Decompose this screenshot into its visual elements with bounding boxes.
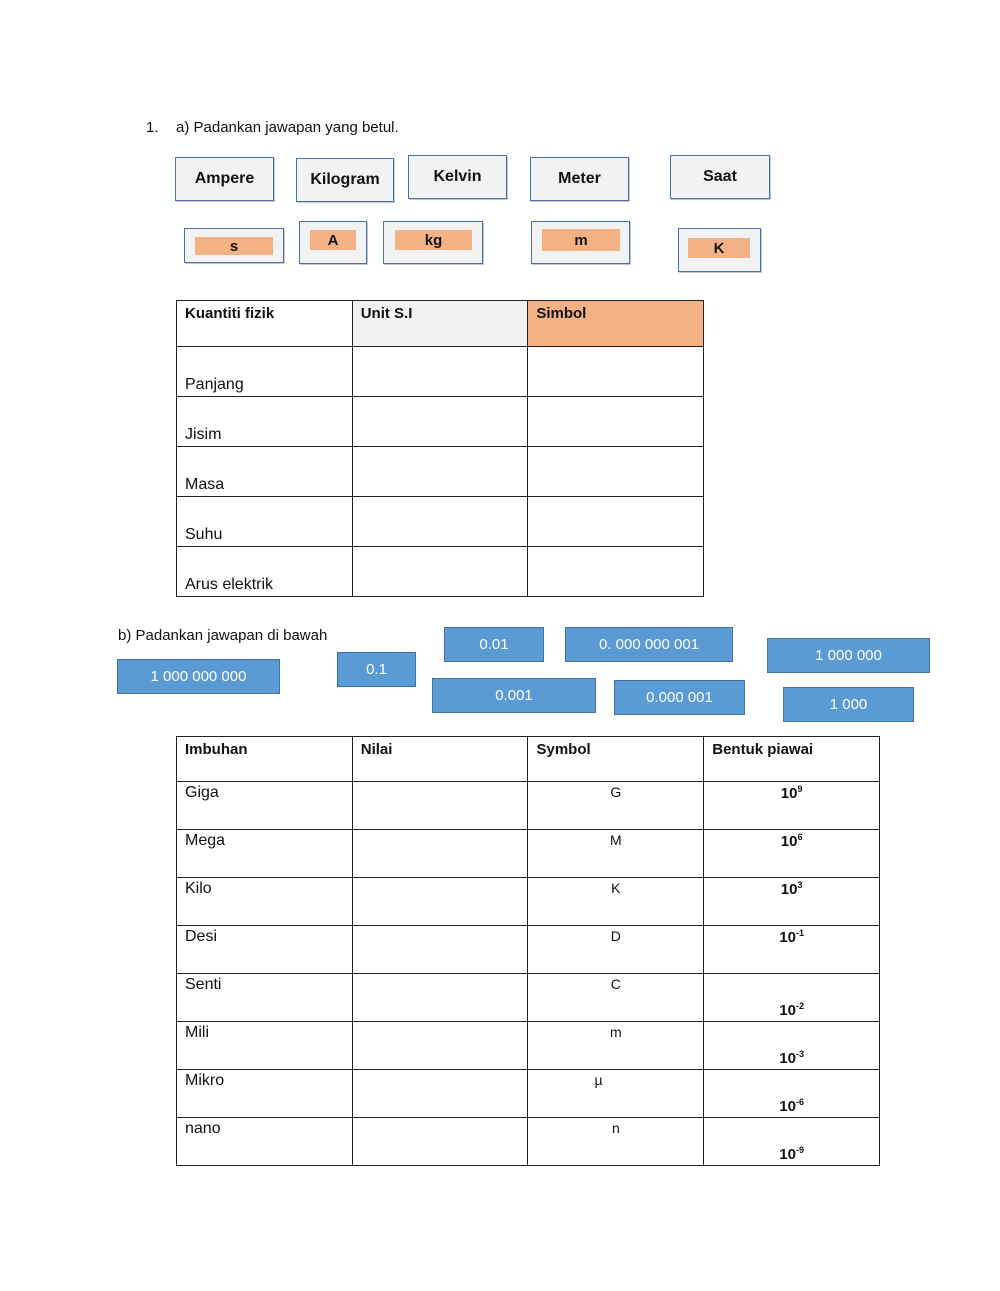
table-row [177,926,880,974]
power-base: 10 [779,1098,796,1115]
header-symbol: Symbol [528,737,704,782]
quantity-cell: Suhu [177,497,353,547]
symbol-card-a[interactable] [299,221,367,264]
prefix-table [176,736,880,1166]
standard-form-cell [704,1070,880,1118]
quantity-cell: Arus elektrik [177,547,353,597]
power-base: 10 [779,1050,796,1067]
value-drop-zone[interactable] [352,830,528,878]
quantity-cell: Panjang [177,347,353,397]
unit-card-kilogram[interactable]: Kilogram [296,158,394,202]
symbol-drop-zone[interactable] [528,347,704,397]
power-exponent: -1 [795,928,804,938]
quantity-cell: Masa [177,447,353,497]
value-card[interactable]: 0. 000 000 001 [565,627,733,662]
symbol-card-s[interactable] [184,228,284,263]
value-drop-zone[interactable] [352,1022,528,1070]
standard-form-cell [704,830,880,878]
standard-form-cell [704,782,880,830]
power-exponent: 6 [797,832,803,842]
prefix-cell: Mili [177,1022,353,1070]
table-row [177,447,704,497]
si-unit-table [176,300,704,597]
unit-drop-zone[interactable] [352,547,528,597]
symbol-cell: m [528,1022,704,1070]
symbol-card-label: K [688,238,750,258]
value-drop-zone[interactable] [352,926,528,974]
section-a-instruction: a) Padankan jawapan yang betul. [176,119,399,136]
standard-form-cell [704,878,880,926]
symbol-card-kg[interactable] [383,221,483,264]
power-base: 10 [779,1002,796,1019]
power-base: 10 [780,833,798,850]
table-header-row [177,737,880,782]
unit-card-kelvin[interactable]: Kelvin [408,155,507,199]
symbol-drop-zone[interactable] [528,497,704,547]
standard-form-cell [704,1118,880,1166]
standard-form-cell [704,1022,880,1070]
symbol-cell: G [528,782,704,830]
header-bentuk-piawai: Bentuk piawai [704,737,880,782]
symbol-cell: D [528,926,704,974]
table-row [177,830,880,878]
section-b-instruction: b) Padankan jawapan di bawah [118,627,328,644]
prefix-cell: Mikro [177,1070,353,1118]
value-drop-zone[interactable] [352,1070,528,1118]
table-row [177,974,880,1022]
symbol-card-k[interactable] [678,228,761,272]
symbol-card-label: s [195,237,273,255]
prefix-cell: Kilo [177,878,353,926]
prefix-cell: nano [177,1118,353,1166]
value-drop-zone[interactable] [352,1118,528,1166]
unit-drop-zone[interactable] [352,497,528,547]
power-exponent: 9 [797,784,803,794]
symbol-cell: µ [528,1070,704,1118]
header-nilai: Nilai [352,737,528,782]
table-row [177,1022,880,1070]
value-drop-zone[interactable] [352,974,528,1022]
table-header-row [177,301,704,347]
value-card[interactable]: 0.01 [444,627,544,662]
symbol-card-label: A [310,230,356,250]
symbol-card-label: kg [395,230,472,250]
quantity-cell: Jisim [177,397,353,447]
table-row [177,347,704,397]
symbol-drop-zone[interactable] [528,397,704,447]
value-drop-zone[interactable] [352,878,528,926]
symbol-cell: C [528,974,704,1022]
unit-card-ampere[interactable]: Ampere [175,157,274,201]
unit-drop-zone[interactable] [352,347,528,397]
question-number: 1. [146,119,159,136]
prefix-cell: Mega [177,830,353,878]
table-row [177,782,880,830]
standard-form-cell [704,926,880,974]
prefix-cell: Giga [177,782,353,830]
symbol-drop-zone[interactable] [528,547,704,597]
value-card[interactable]: 1 000 [783,687,914,722]
symbol-card-m[interactable] [531,221,630,264]
header-simbol: Simbol [528,301,704,347]
prefix-cell: Desi [177,926,353,974]
header-kuantiti-fizik: Kuantiti fizik [177,301,353,347]
symbol-cell: n [528,1118,704,1166]
header-imbuhan: Imbuhan [177,737,353,782]
table-row [177,497,704,547]
header-unit-si: Unit S.I [352,301,528,347]
power-exponent: -6 [795,1097,804,1107]
table-row [177,1118,880,1166]
value-card[interactable]: 0.1 [337,652,416,687]
power-exponent: -9 [795,1145,804,1155]
table-row [177,1070,880,1118]
power-base: 10 [779,1146,796,1163]
prefix-cell: Senti [177,974,353,1022]
symbol-cell: K [528,878,704,926]
value-card[interactable]: 0.001 [432,678,596,713]
power-exponent: -3 [795,1049,804,1059]
value-card[interactable]: 0.000 001 [614,680,745,715]
symbol-card-label: m [542,229,620,251]
table-row [177,878,880,926]
power-exponent: 3 [797,880,803,890]
standard-form-cell [704,974,880,1022]
unit-drop-zone[interactable] [352,397,528,447]
power-base: 10 [779,929,796,946]
value-card[interactable]: 1 000 000 000 [117,659,280,694]
symbol-cell: M [528,830,704,878]
power-base: 10 [780,881,798,898]
symbol-drop-zone[interactable] [528,447,704,497]
unit-card-meter[interactable]: Meter [530,157,629,201]
table-row [177,547,704,597]
power-exponent: -2 [795,1001,804,1011]
unit-card-saat[interactable]: Saat [670,155,770,199]
unit-drop-zone[interactable] [352,447,528,497]
power-base: 10 [780,785,798,802]
value-drop-zone[interactable] [352,782,528,830]
table-row [177,397,704,447]
value-card[interactable]: 1 000 000 [767,638,930,673]
